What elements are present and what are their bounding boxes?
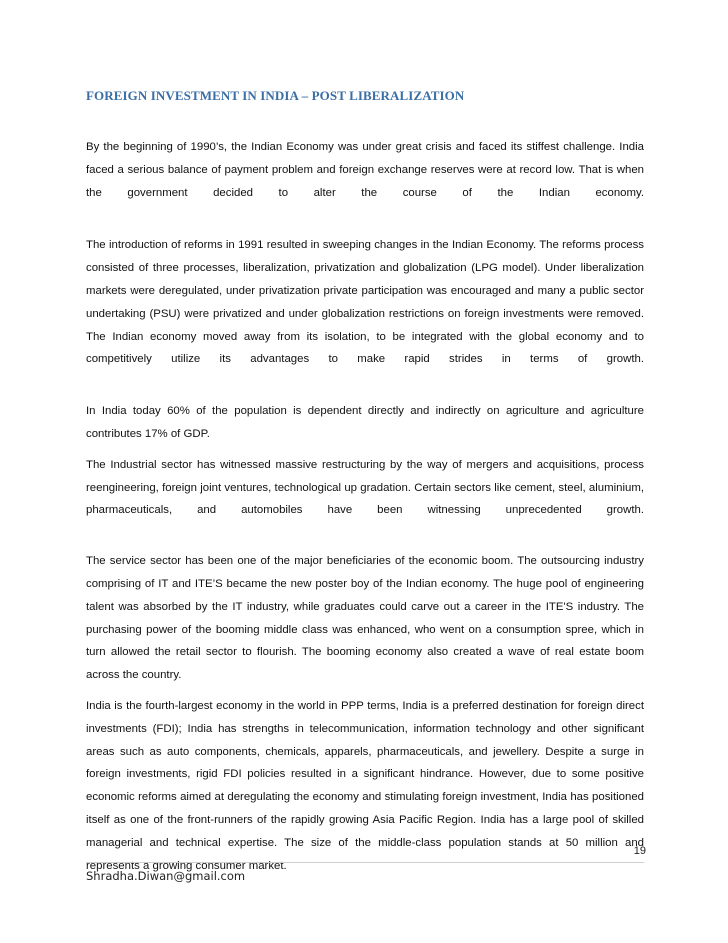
paragraph-service-sector: The service sector has been one of the major beneficiaries of the economic boom. The outsourcing industry comprising of IT and ITE’S became the new poster boy of the Indian economy. The huge pool of engineering talent was absorbed by the IT industry, while graduates could carve out a career in the ITE'S industry. The purchasing power of the booming middle class was enhanced, who went on a consumption spree, which in turn allowed the retail sector to flourish. The booming economy also created a wave of real estate boom across the country. [86,555,644,682]
paragraph-fdi: India is the fourth-largest economy in the world in PPP terms, India is a preferred destination for foreign direct investments (FDI); India has strengths in telecommunication, information technology and other significant areas such as auto components, chemicals, apparels, pharmaceuticals, and jewellery. Despite a surge in foreign investments, rigid FDI policies resulted in a significant hindrance. However, due to some positive economic reforms aimed at deregulating the economy and stimulating foreign investment, India has positioned itself as one of the front-runners of the rapidly growing Asia Pacific Region. India has a large pool of skilled managerial and technical expertise. The size of the middle-class population stands at 50 million and represents a growing consumer market. [86,699,644,872]
paragraph-economic-crisis: By the beginning of 1990’s, the Indian Economy was under great crisis and faced its stiffest challenge. India faced a serious balance of payment problem and foreign exchange reserves were at record low. That is when the government decided to alter the course of the Indian economy. [86,141,644,199]
footer-email: Shradha.Diwan@gmail.com [86,869,246,883]
page-number: 19 [633,845,646,857]
footer-divider [86,862,644,863]
paragraph-industrial-sector: The Industrial sector has witnessed massive restructuring by the way of mergers and acquisitions, process reengineering, foreign joint ventures, technological up gradation. Certain sectors like cement, steel, aluminium, pharmaceuticals, and automobiles have been witnessing unprecedented growth. [86,458,644,517]
page-title: FOREIGN INVESTMENT IN INDIA – POST LIBERALIZATION [86,88,465,103]
paragraph-agriculture: In India today 60% of the population is dependent directly and indirectly on agriculture and agriculture contributes 17% of GDP. [86,405,644,440]
paragraph-reforms-1991: The introduction of reforms in 1991 resulted in sweeping changes in the Indian Economy. The reforms process consisted of three processes, liberalization, privatization and globalization (LPG model). Under liberalization markets were deregulated, under privatization private participation was encouraged and many a public sector undertaking (PSU) were privatized and under globalization restrictions on foreign investments were removed. The Indian economy moved away from its isolation, to be integrated with the global economy and to competitively utilize its advantages to make rapid strides in terms of growth. [86,239,644,366]
body-text [86,136,644,877]
